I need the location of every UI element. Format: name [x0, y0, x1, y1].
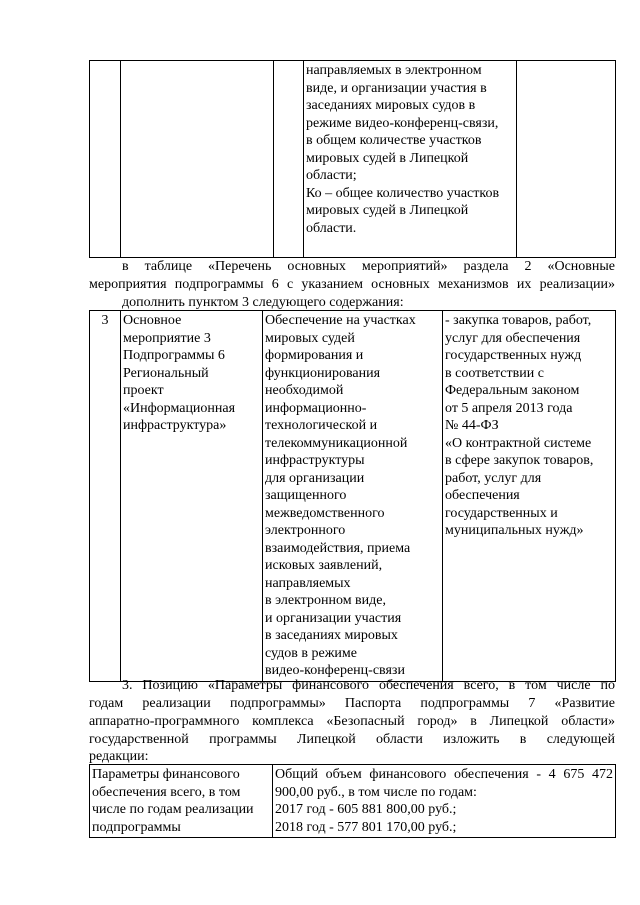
event-description: Обеспечение на участках мировых судей формирования и функционирования необходимой информационно- технологической и телекоммуникационной инфраструктуры для организации защищенного межведомственного электронного взаимодействия, приема исковых заявлений, направляемых в электронном виде, и организации участия в заседаниях мировых судов в режиме видео-конференц-связи	[263, 311, 443, 682]
paragraph-line: годам реализации подпрограммы» Паспорта подпрограммы 7 «Развитие	[89, 696, 615, 711]
paragraph-line: в таблице «Перечень основных мероприятий» раздела 2 «Основные	[122, 259, 615, 274]
paragraph-line: дополнить пунктом 3 следующего содержания:	[122, 295, 404, 310]
paragraph-line: аппаратно-программного комплекса «Безопасный город» в Липецкой области»	[89, 714, 615, 729]
table-cell-empty	[90, 61, 121, 258]
table-main-events	[89, 310, 616, 682]
table-cell-empty	[274, 61, 304, 258]
financing-parameter-label: Параметры финансового обеспечения всего, в том числе по годам реализации подпрограммы	[90, 765, 273, 838]
event-title: Основное мероприятие 3 Подпрограммы 6 Региональный проект «Информационная инфраструктура»	[121, 311, 263, 682]
table-cell-empty	[121, 61, 274, 258]
financing-years: 900,00 руб., в том числе по годам: 2017 год - 605 881 800,00 руб.; 2018 год - 577 801 170,00 руб.;	[275, 784, 477, 835]
table-continuation	[89, 60, 616, 258]
paragraph-line: государственной программы Липецкой области изложить в следующей	[89, 732, 615, 747]
paragraph-line: 3. Позицию «Параметры финансового обеспечения всего, в том числе по	[122, 678, 615, 693]
financing-total-line: Общий объем финансового обеспечения - 4 675 472	[275, 767, 613, 782]
table-financing	[89, 764, 616, 838]
indicator-formula-text: направляемых в электронном виде, и организации участия в заседаниях мировых судов в режиме видео-конференц-связи, в общем количестве участков мировых судей в Липецкой области; Ко – общее количество участков мировых судей в Липецкой области.	[304, 61, 517, 258]
paragraph-line: редакции:	[89, 749, 149, 764]
event-mechanism: - закупка товаров, работ, услуг для обеспечения государственных нужд в соответствии с Федеральным законом от 5 апреля 2013 года № 44-ФЗ «О контрактной системе в сфере закупок товаров, работ, услуг для обеспечения государственных и муниципальных нужд»	[443, 311, 616, 682]
table-cell-empty	[517, 61, 616, 258]
event-number: 3	[90, 311, 121, 682]
paragraph-line: мероприятия подпрограммы 6 с указанием основных механизмов их реализации»	[89, 277, 615, 292]
financing-parameter-value	[273, 765, 616, 838]
